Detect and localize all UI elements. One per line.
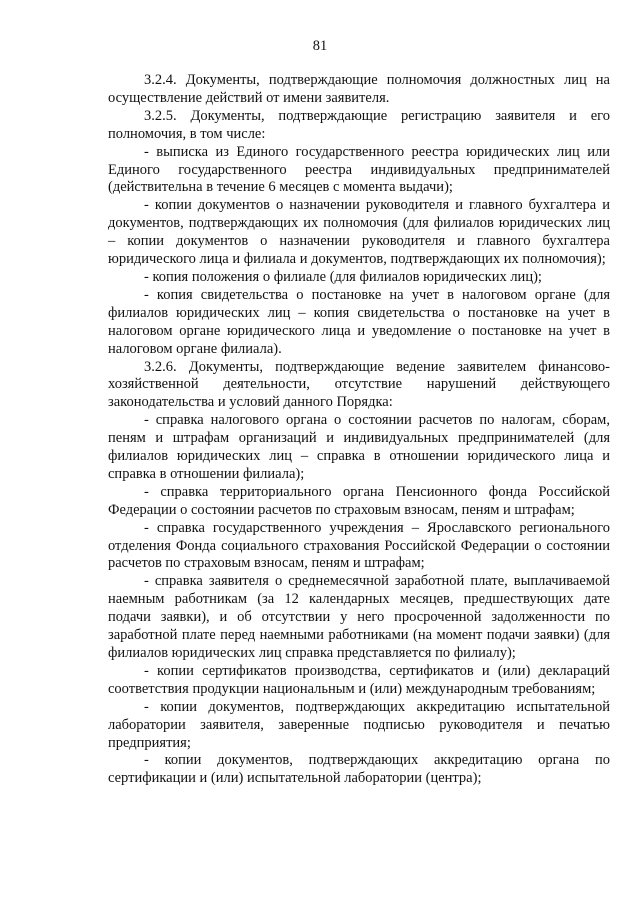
paragraph-3-2-5: 3.2.5. Документы, подтверждающие регистрацию заявителя и его полномочия, в том числе: (108, 107, 610, 142)
list-item: - выписка из Единого государственного реестра юридических лиц или Единого государственного реестра индивидуальных предпринимателей (действительна в течение 6 месяцев с момента выдачи); (108, 143, 610, 196)
list-item: - копии сертификатов производства, сертификатов и (или) деклараций соответствия продукции национальным и (или) международным требованиям; (108, 662, 610, 697)
list-item: - копия свидетельства о постановке на учет в налоговом органе (для филиалов юридических лиц – копия свидетельства о постановке на учет в налоговом органе юридического лица и уведомление о постановке на учет в налоговом органе филиала). (108, 286, 610, 357)
paragraph-3-2-4: 3.2.4. Документы, подтверждающие полномочия должностных лиц на осуществление действий от имени заявителя. (108, 72, 610, 106)
list-item: - копии документов о назначении руководителя и главного бухгалтера и документов, подтверждающих их полномочия (для филиалов юридических лиц – копии документов о назначении руководителя и главного бухгалтера юридического лица и филиала и документов, подтверждающих их полномочия); (108, 197, 610, 268)
document-body (108, 72, 610, 788)
list-item: - справка налогового органа о состоянии расчетов по налогам, сборам, пеням и штрафам организаций и индивидуальных предпринимателей (для филиалов юридических лиц – справка в отношении юридического лица и справка в отношении филиала); (108, 412, 610, 482)
list-item: - копии документов, подтверждающих аккредитацию испытательной лаборатории заявителя, заверенные подписью руководителя и печатью предприятия; (108, 698, 610, 751)
list-item: - справка территориального органа Пенсионного фонда Российской Федерации о состоянии расчетов по страховым взносам, пеням и штрафам; (108, 483, 610, 518)
list-item: - копия положения о филиале (для филиалов юридических лиц); (144, 268, 542, 285)
paragraph-3-2-6: 3.2.6. Документы, подтверждающие ведение заявителем финансово-хозяйственной деятельности, отсутствие нарушений действующего законодательства и условий данного Порядка: (108, 358, 610, 411)
page-number: 81 (312, 38, 328, 54)
list-item: - копии документов, подтверждающих аккредитацию органа по сертификации и (или) испытательной лаборатории (центра); (108, 752, 610, 787)
list-item: - справка государственного учреждения – Ярославского регионального отделения Фонда социального страхования Российской Федерации о состоянии расчетов по страховым взносам, пеням и штрафам; (108, 519, 610, 572)
list-item: - справка заявителя о среднемесячной заработной плате, выплачиваемой наемным работникам (за 12 календарных месяцев, предшествующих дате подачи заявки), и об отсутствии у него просроченной задолженности по заработной плате перед наемными работниками (на момент подачи заявки) (для филиалов юридических лиц справка представляется по филиалу); (108, 573, 610, 661)
